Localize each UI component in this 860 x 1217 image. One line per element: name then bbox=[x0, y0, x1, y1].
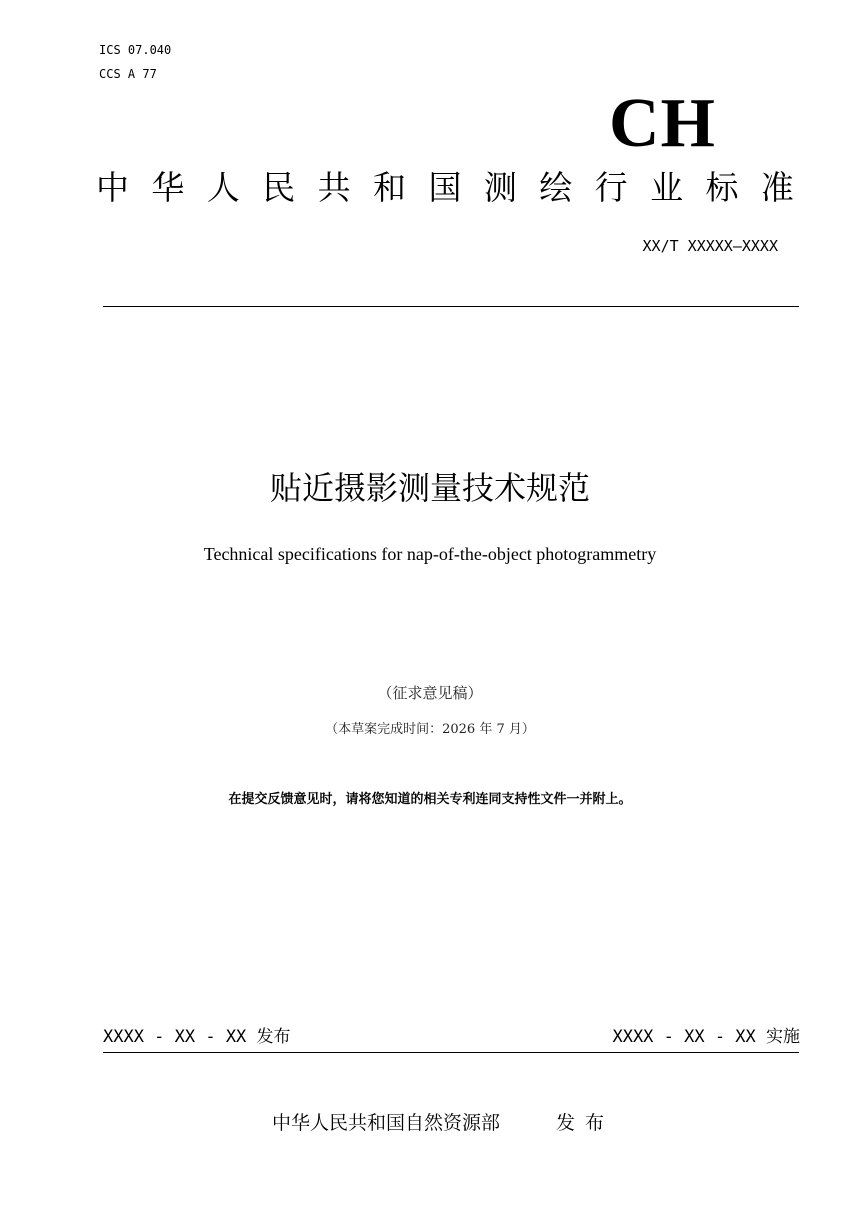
title-char: 测 bbox=[483, 168, 517, 207]
issuing-authority: 中华人民共和国自然资源部 bbox=[272, 1112, 501, 1134]
patent-notice: 在提交反馈意见时，请将您知道的相关专利连同支持性文件一并附上。 bbox=[228, 792, 632, 807]
title-char: 共 bbox=[317, 168, 351, 207]
title-char: 华 bbox=[151, 168, 185, 207]
title-char: 标 bbox=[705, 168, 739, 207]
title-char: 行 bbox=[594, 168, 628, 207]
title-char: 准 bbox=[760, 168, 794, 207]
title-char: 国 bbox=[428, 168, 462, 207]
document-title-english: Technical specifications for nap-of-the-object photogrammetry bbox=[203, 544, 657, 564]
standard-number: XX/T XXXXX—XXXX bbox=[642, 237, 778, 255]
ch-logo: CH bbox=[609, 85, 716, 162]
release-date: XXXX - XX - XX 发布 bbox=[103, 1027, 291, 1047]
title-char: 业 bbox=[650, 168, 684, 207]
implementation-date: XXXX - XX - XX 实施 bbox=[612, 1027, 800, 1047]
draft-stage-label: （征求意见稿） bbox=[377, 684, 483, 702]
issue-label: 发布 bbox=[556, 1112, 615, 1134]
title-char: 绘 bbox=[539, 168, 573, 207]
title-char: 中 bbox=[96, 168, 129, 207]
document-title: 贴近摄影测量技术规范 bbox=[269, 469, 590, 507]
ccs-code: CCS A 77 bbox=[99, 67, 157, 81]
title-char: 和 bbox=[373, 168, 407, 207]
ics-code: ICS 07.040 bbox=[99, 43, 172, 57]
draft-completion-date: （本草案完成时间：2026 年 7 月） bbox=[325, 722, 535, 737]
top-divider bbox=[103, 306, 799, 307]
title-char: 人 bbox=[206, 168, 240, 207]
standard-category-title bbox=[96, 166, 794, 210]
title-char: 民 bbox=[262, 168, 296, 207]
bottom-divider bbox=[103, 1052, 799, 1053]
